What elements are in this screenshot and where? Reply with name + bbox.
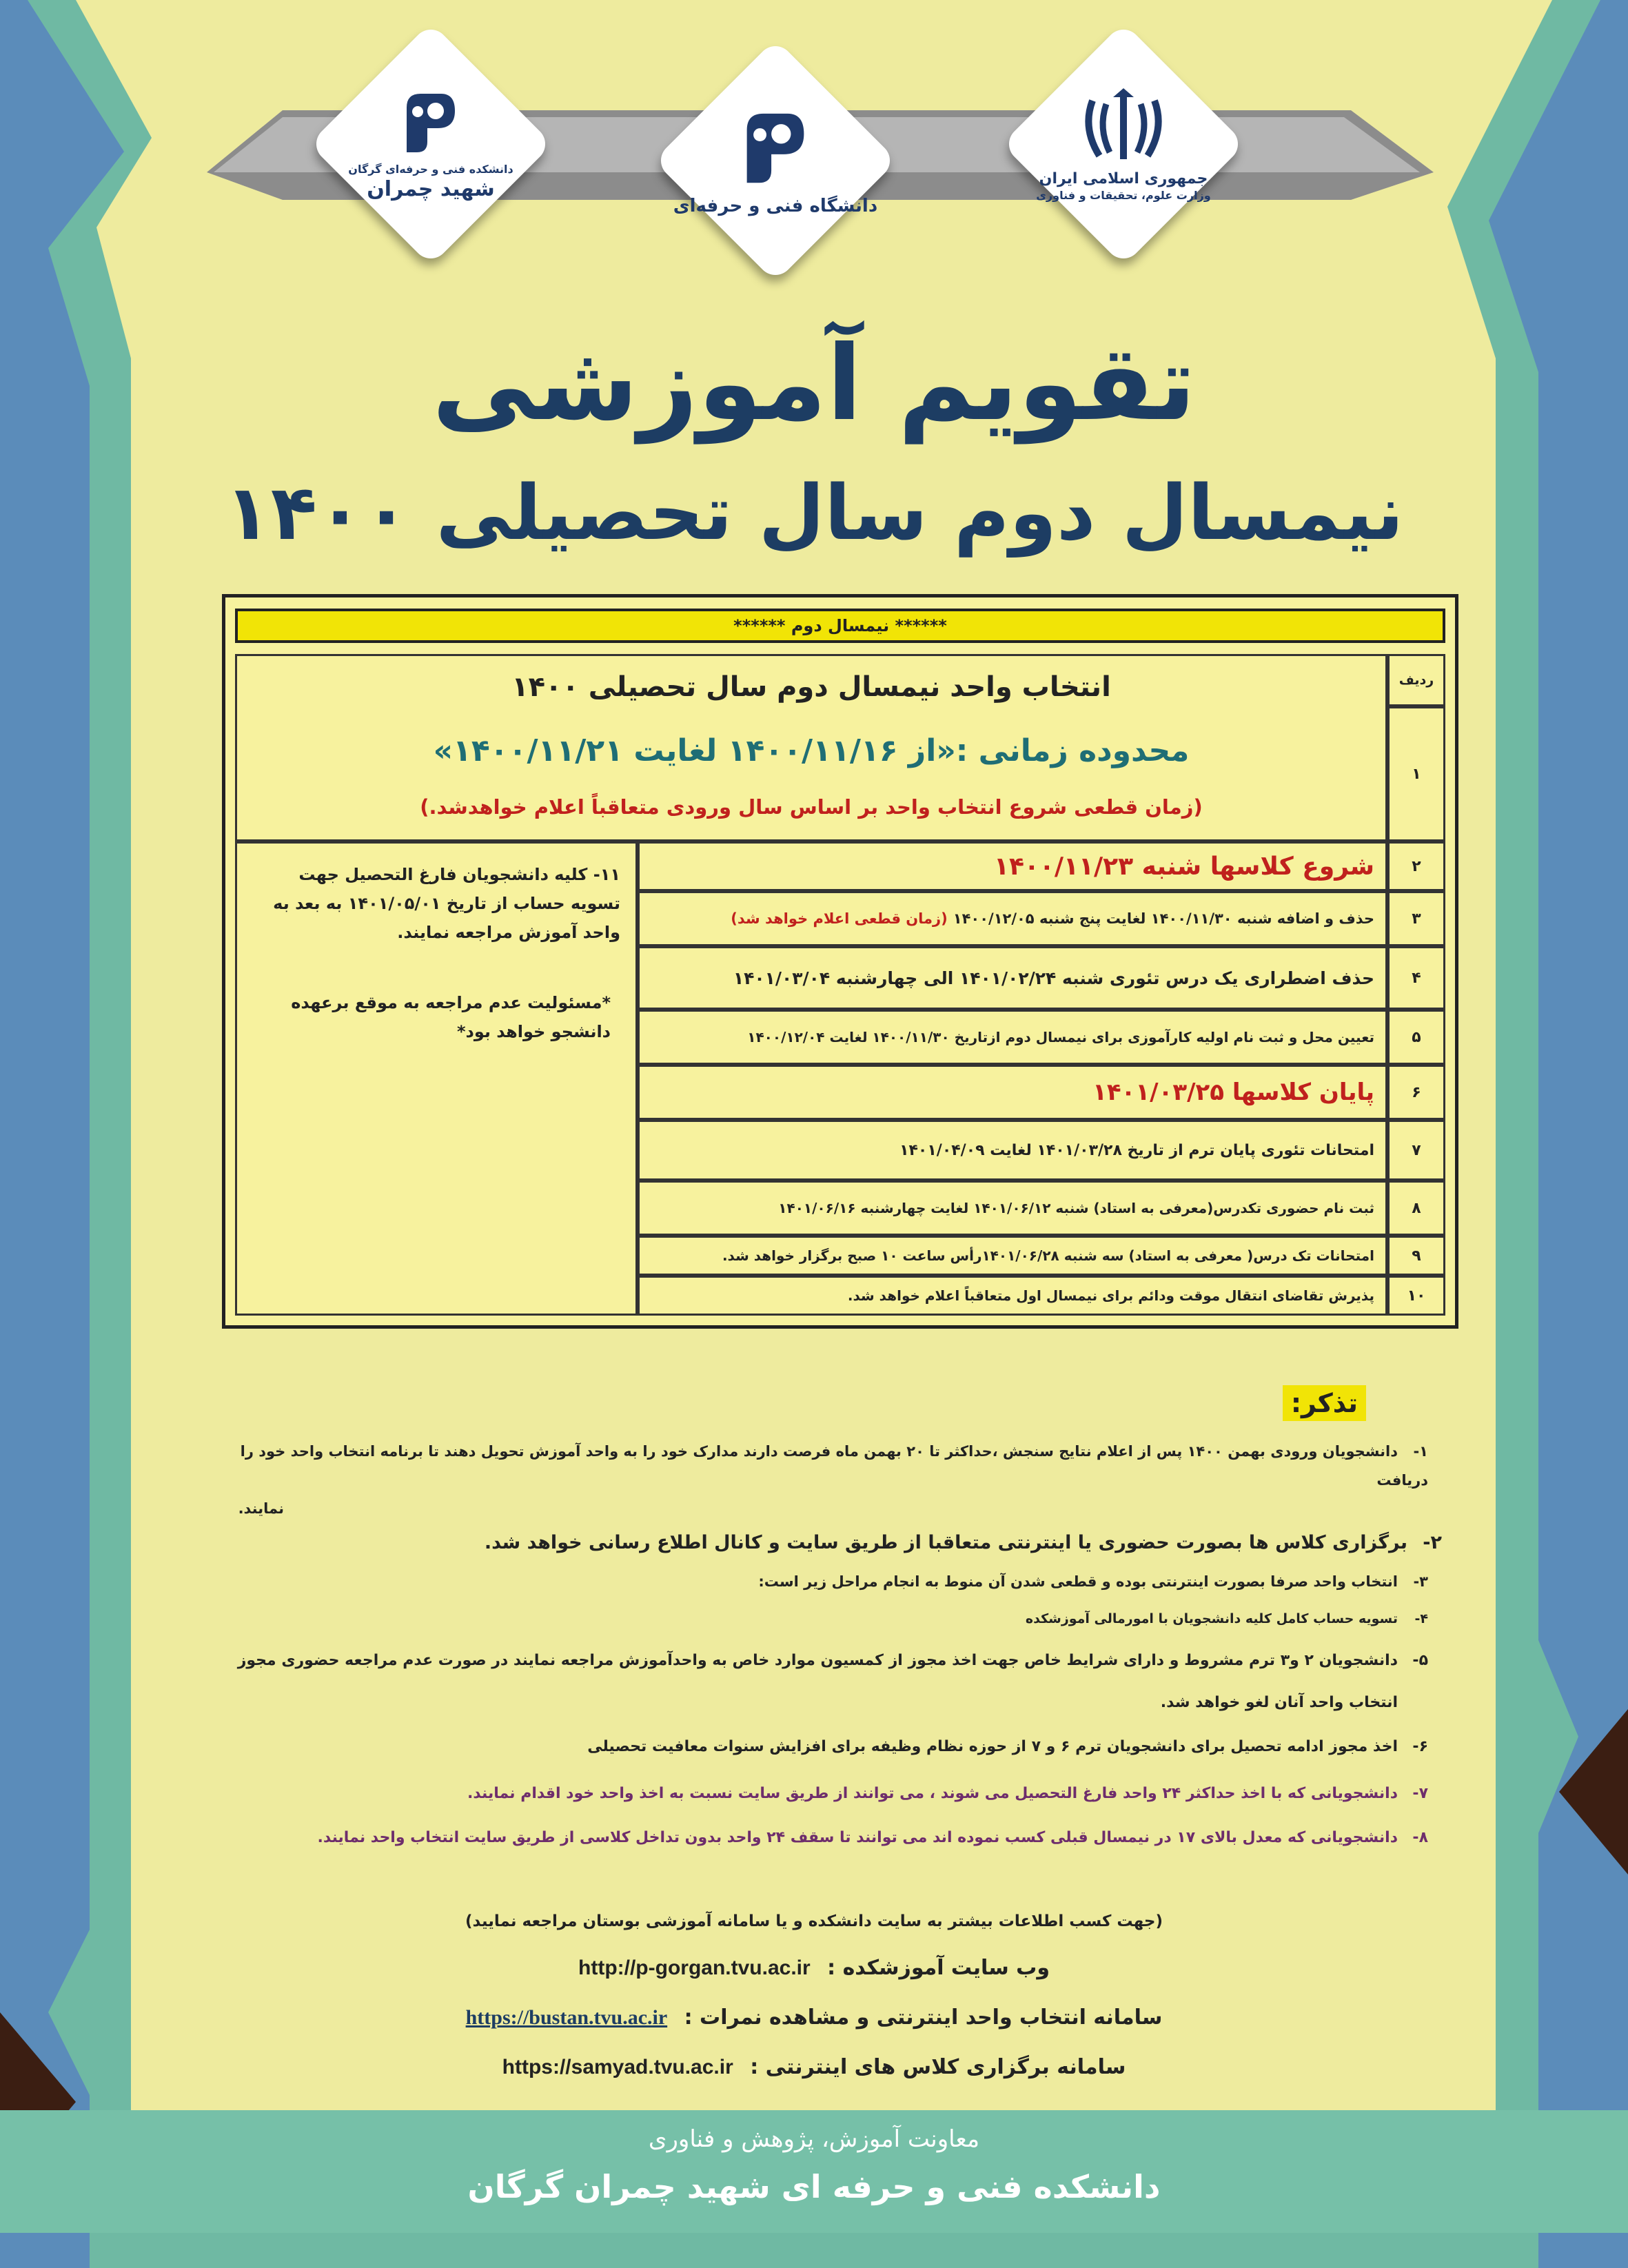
logo-caption-small: وزارت علوم، تحقیقات و فناوری bbox=[1036, 188, 1211, 202]
note-label: ۳- bbox=[1413, 1573, 1428, 1590]
row-1-line2: محدوده زمانی :«از ۱۴۰۰/۱۱/۱۶ لغایت ۱۴۰۰/۱۱/۲۱» bbox=[433, 733, 1190, 768]
website-label: وب سایت آموزشکده : bbox=[827, 1956, 1050, 1980]
table-row bbox=[638, 1181, 1387, 1236]
row-9-text: امتحانات تک درس( معرفی به استاد) سه شنبه ۱۴۰۱/۰۶/۲۸رأس ساعت ۱۰ صبح برگزار خواهد شد. bbox=[722, 1247, 1374, 1264]
note-item bbox=[215, 1437, 1428, 1495]
website-link[interactable]: http://p-gorgan.tvu.ac.ir bbox=[578, 1957, 811, 1979]
row-1-line3: (زمان قطعی شروع انتخاب واحد بر اساس سال ورودی متعاقباً اعلام خواهدشد.) bbox=[420, 795, 1203, 819]
note-label: ۸- bbox=[1412, 1829, 1428, 1846]
table-row bbox=[638, 1010, 1387, 1065]
note-label: ۲- bbox=[1423, 1532, 1442, 1553]
logo-caption: دانشکده فنی و حرفه‌ای گرگان bbox=[348, 163, 513, 176]
calendar-table bbox=[222, 594, 1458, 1329]
row-3-num: ۳ bbox=[1387, 891, 1445, 946]
logo-caption: جمهوری اسلامی ایران bbox=[1039, 170, 1208, 188]
col-header-radif: ردیف bbox=[1387, 654, 1445, 706]
note-item bbox=[215, 1772, 1428, 1816]
row-9-num: ۹ bbox=[1387, 1236, 1445, 1276]
row-10-num: ۱۰ bbox=[1387, 1276, 1445, 1316]
note-text: انتخاب واحد صرفا بصورت اینترنتی بوده و قطعی شدن آن منوط به انجام مراحل زیر است: bbox=[758, 1573, 1398, 1590]
note-label: ۵- bbox=[1412, 1652, 1428, 1669]
row-3-text: حذف و اضافه شنبه ۱۴۰۰/۱۱/۳۰ لغایت پنج شنبه ۱۴۰۰/۱۲/۰۵ bbox=[953, 910, 1374, 927]
note-item bbox=[215, 1600, 1428, 1638]
website-line bbox=[0, 1956, 1628, 1980]
note-text: دانشجویان ۲ و۳ ترم مشروط و دارای شرایط خاص جهت اخذ مجوز از کمسیون موارد خاص به واحدآموزش مراجعه نمایند در صورت عدم مراجعه حضوری مجوز bbox=[237, 1652, 1398, 1669]
table-row bbox=[638, 891, 1387, 946]
note-item bbox=[215, 1522, 1442, 1564]
side-note-2: *مسئولیت عدم مراجعه به موقع برعهده دانشجو خواهد بود* bbox=[291, 993, 611, 1041]
row-8-text: ثبت نام حضوری تکدرس(معرفی به استاد) شنبه ۱۴۰۱/۰۶/۱۲ لغایت چهارشنبه ۱۴۰۱/۰۶/۱۶ bbox=[778, 1200, 1374, 1216]
note-text: اخذ مجوز ادامه تحصیل برای دانشجویان ترم ۶ و ۷ از حوزه نظام وظیفه برای افزایش سنوات معافیت تحصیلی bbox=[587, 1738, 1398, 1755]
bustan-label: سامانه انتخاب واحد اینترنتی و مشاهده نمرات : bbox=[684, 2005, 1163, 2030]
samyad-link[interactable]: https://samyad.tvu.ac.ir bbox=[502, 2056, 733, 2078]
row-4-num: ۴ bbox=[1387, 946, 1445, 1010]
row-7-num: ۷ bbox=[1387, 1120, 1445, 1181]
samyad-line bbox=[0, 2055, 1628, 2079]
note-label: ۱- bbox=[1413, 1443, 1428, 1460]
table-row bbox=[638, 1236, 1387, 1276]
row-2-num: ۲ bbox=[1387, 841, 1445, 891]
footer-line1: معاونت آموزش، پژوهش و فناوری bbox=[648, 2125, 980, 2153]
tvu-mark-icon bbox=[727, 105, 824, 195]
logo-caption-large: شهید چمران bbox=[367, 177, 495, 202]
footer-line2: دانشکده فنی و حرفه ای شهید چمران گرگان bbox=[467, 2168, 1161, 2205]
table-row bbox=[638, 1065, 1387, 1120]
note-item bbox=[215, 1722, 1428, 1772]
row-8-num: ۸ bbox=[1387, 1181, 1445, 1236]
university-of-technology-logo bbox=[307, 21, 555, 269]
table-row bbox=[638, 946, 1387, 1010]
note-item bbox=[215, 1564, 1428, 1600]
note-text: دانشجویانی که با اخذ حداکثر ۲۴ واحد فارغ التحصیل می شوند ، می توانند از طریق سایت نسبت به اخذ واحد خود اقدام نمایند. bbox=[467, 1785, 1398, 1802]
tvu-logo bbox=[651, 37, 899, 285]
row-7-text: امتحانات تئوری پایان ترم از تاریخ ۱۴۰۱/۰۳/۲۸ لغایت ۱۴۰۱/۰۴/۰۹ bbox=[899, 1141, 1374, 1159]
note-text: دانشجویانی که معدل بالای ۱۷ در نیمسال قبلی کسب نموده اند می توانند تا سقف ۲۴ واحد بدون تداخل کلاسی از طریق سایت انتخاب واحد نمایند. bbox=[317, 1829, 1398, 1846]
page-subtitle: نیمسال دوم سال تحصیلی ۱۴۰۰ bbox=[224, 469, 1404, 557]
bustan-link[interactable]: https://bustan.tvu.ac.ir bbox=[465, 2006, 668, 2029]
side-note-1: ۱۱- کلیه دانشجویان فارغ التحصیل جهت تسویه حساب از تاریخ ۱۴۰۱/۰۵/۰۱ به بعد به واحد آموزش مراجعه نمایند. bbox=[273, 865, 620, 942]
row-1-content bbox=[235, 654, 1387, 841]
note-item bbox=[215, 1638, 1428, 1684]
row-10-text: پذیرش تقاضای انتقال موقت ودائم برای نیمسال اول متعاقباً اعلام خواهد شد. bbox=[847, 1287, 1374, 1304]
table-row bbox=[638, 841, 1387, 891]
row-6-text: پایان کلاسها ۱۴۰۱/۰۳/۲۵ bbox=[1092, 1079, 1374, 1106]
row-1-num: ۱ bbox=[1387, 706, 1445, 841]
note-text: برگزاری کلاس ها بصورت حضوری یا اینترنتی متعاقبا از طریق سایت و کانال اطلاع رسانی خواهد شد. bbox=[484, 1532, 1407, 1553]
row-5-num: ۵ bbox=[1387, 1010, 1445, 1065]
note-item-cont: نمایند. bbox=[238, 1500, 284, 1517]
row-1-line1: انتخاب واحد نیمسال دوم سال تحصیلی ۱۴۰۰ bbox=[511, 671, 1111, 703]
table-row bbox=[638, 1120, 1387, 1181]
side-notes bbox=[235, 841, 638, 1316]
table-banner: ****** نیمسال دوم ****** bbox=[235, 609, 1445, 643]
tvu-mark-icon bbox=[393, 87, 469, 163]
bustan-line bbox=[0, 2005, 1628, 2030]
info-intro: (جهت کسب اطلاعات بیشتر به سایت دانشکده و یا سامانه آموزشی بوستان مراجعه نمایید) bbox=[465, 1912, 1163, 1930]
row-2-text: شروع کلاسها شنبه ۱۴۰۰/۱۱/۲۳ bbox=[993, 852, 1374, 881]
note-text: تسویه حساب کامل کلیه دانشجویان با امورمالی آموزشکده bbox=[1025, 1611, 1398, 1626]
note-label: ۴- bbox=[1414, 1611, 1428, 1626]
note-text: دانشجویان ورودی بهمن ۱۴۰۰ پس از اعلام نتایج سنجش ،حداکثر تا ۲۰ بهمن ماه فرصت دارند مدارک خود را به واحد آموزش تحویل دهند تا برنامه انتخاب واحد خود را دریافت bbox=[240, 1443, 1428, 1489]
page-title: تقویم آموزشی bbox=[431, 324, 1197, 444]
row-6-num: ۶ bbox=[1387, 1065, 1445, 1120]
table-row bbox=[638, 1276, 1387, 1316]
row-5-text: تعیین محل و ثبت نام اولیه کارآموزی برای نیمسال دوم ازتاریخ ۱۴۰۰/۱۱/۳۰ لغایت ۱۴۰۰/۱۲/۰۴ bbox=[747, 1029, 1374, 1045]
iran-emblem-logo bbox=[999, 21, 1248, 269]
note-item-cont: انتخاب واحد آنان لغو خواهد شد. bbox=[1160, 1694, 1398, 1711]
note-item bbox=[215, 1816, 1428, 1860]
notes-heading: تذکر: bbox=[1283, 1385, 1366, 1421]
note-label: ۷- bbox=[1412, 1785, 1428, 1802]
row-3-extra: (زمان قطعی اعلام خواهد شد) bbox=[731, 910, 948, 927]
note-label: ۶- bbox=[1412, 1738, 1428, 1755]
logo-caption: دانشگاه فنی و حرفه‌ای bbox=[673, 195, 878, 216]
footer-band bbox=[0, 2110, 1628, 2233]
samyad-label: سامانه برگزاری کلاس های اینترنتی : bbox=[750, 2055, 1126, 2079]
notes-list bbox=[215, 1437, 1442, 1860]
iran-emblem-icon bbox=[1079, 87, 1168, 170]
row-4-text: حذف اضطراری یک درس تئوری شنبه ۱۴۰۱/۰۲/۲۴ الی چهارشنبه ۱۴۰۱/۰۳/۰۴ bbox=[733, 968, 1374, 988]
